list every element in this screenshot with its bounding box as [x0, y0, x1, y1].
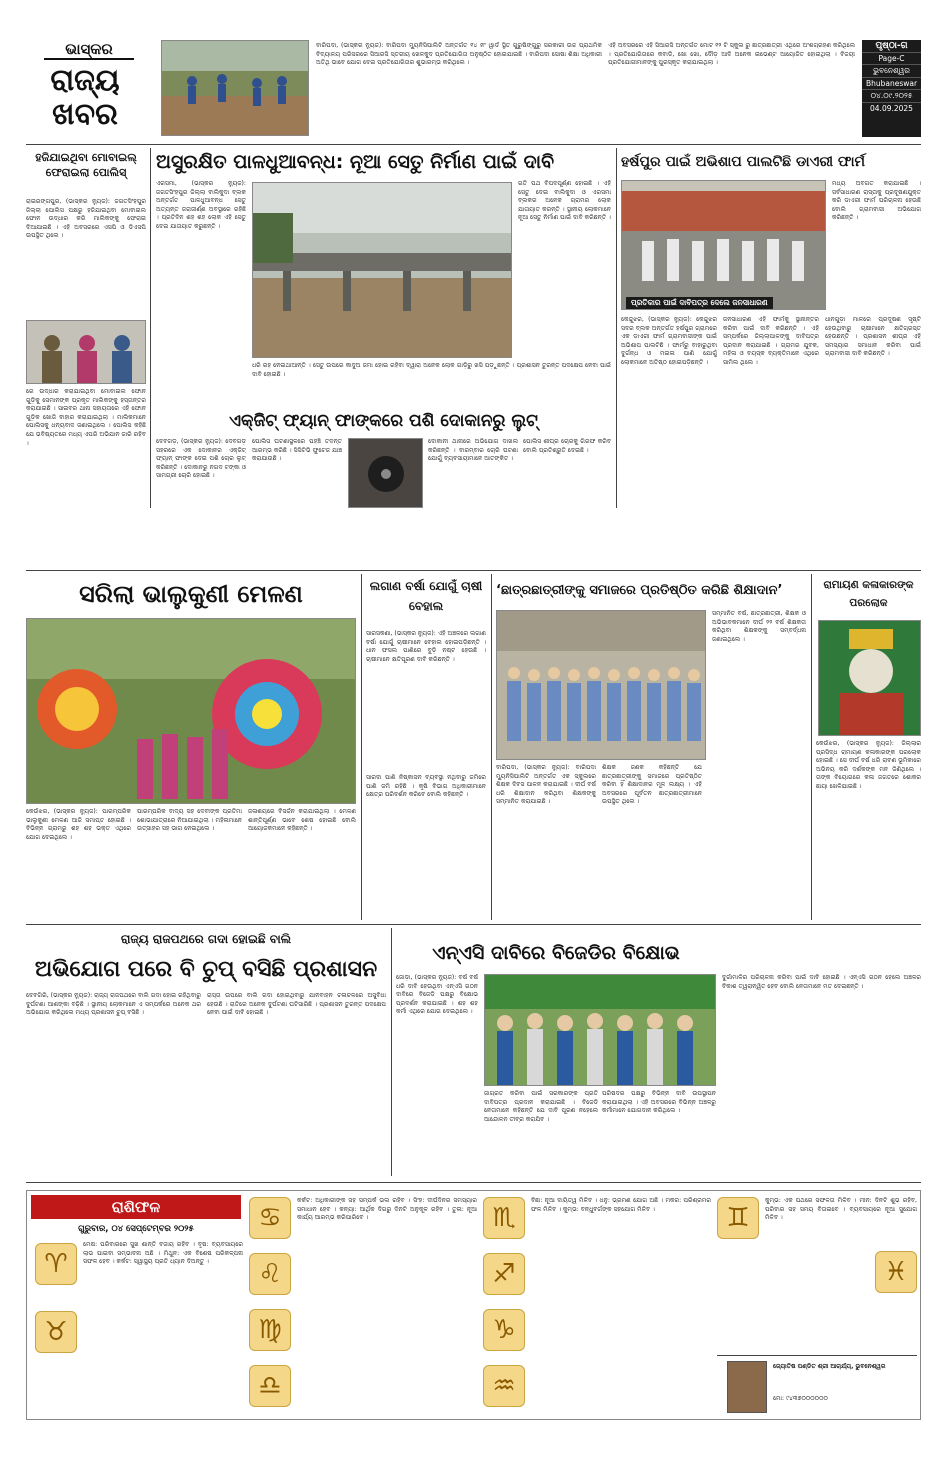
bjd-story-col1: ଜୋଡ଼ା, (ଭାସ୍କର ନ୍ୟୁଜ): ବର୍ଷ ବର୍ଷ ଧରି ଦାବି ହେଉଥିବା ଏନ୍ଏସି ଗଠନ ଦାବିରେ ବିଜେଡି ପକ୍ଷରୁ ବିକ୍ଷୋଭ ପ୍ରଦର୍ଶନ କରାଯାଇଛି । ଶହ ଶହ କର୍ମୀ ଏଥିରେ ଯୋଗ ଦେଇଥିଲେ । [396, 974, 478, 1016]
page-info-box [862, 40, 921, 137]
bridge-story-bottom: ଧରି ରହ ନେଇଥାଆନ୍ତି । ସେତୁ ଉପରେ କାଦୁଅ ଜମା ହୋଇ ରହିବା ଦ୍ୱାରା ଅନେକ ଲୋକ ଗାଡ଼ିରୁ ଖସି ପଡ଼ୁଛନ୍ତି । ପ୍ରଶାସନ ତୁରନ୍ତ ପଦକ୍ଷେପ ନେବା ପାଇଁ ଦାବି ହୋଇଛି । [252, 362, 611, 378]
admin-story-col1: ଦେବଗିରି, (ଭାସ୍କର ନ୍ୟୁଜ): ରାଜ୍ୟ ରାଜପଥରେ ବାଲି ଗଦା ହୋଇ ରହିଥିବାରୁ ଦୁର୍ଘଟଣା ଆଶଙ୍କା ବଢ଼ିଛି । ସ୍ଥାନୀୟ ଲୋକମାନେ ଏ ସମ୍ପର୍କରେ ଅନେକ ଥର ଅଭିଯୋଗ କରିଥିଲେ ମଧ୍ୟ ପ୍ରଶାସନ ଚୁପ୍ ବସିଛି । [26, 992, 201, 1017]
rashifal-date: ଗୁରୁବାର, ୦୪ ସେପ୍ଟେମ୍ବର ୨୦୨୫ [78, 1224, 194, 1234]
dhanu-archer-icon: ♐ [483, 1253, 525, 1295]
astrologer-name: ଜ୍ୟୋତିଷ ପଣ୍ଡିତ ଶ୍ରୀ ଆଚାର୍ଯ୍ୟ, ଭୁବନେଶ୍ୱର [773, 1363, 886, 1370]
dairy-story-col3: ଧାନଗୁଡ଼ା ମାଳରେ ପ୍ରଦୂଷଣ ସୃଷ୍ଟି ହେଉଥିବାରୁ ଚାଷୀମାନେ କ୍ଷତିଗ୍ରସ୍ତ ହେଉଛନ୍ତି । ପ୍ରଶାସନ ଶୀଘ୍ର ଏହି ସମସ୍ୟାର ସମାଧାନ କରିବା ପାଇଁ ଗ୍ରାମବାସୀ ଦାବି କରିଛନ୍ତି । [825, 316, 921, 358]
rashifal-box [26, 1190, 921, 1420]
brand-bottom: ରାଜ୍ୟ ଖବର [50, 64, 120, 132]
divider [811, 574, 812, 920]
ramayan-headline: ରାମାୟଣ କଳାକାରଙ୍କ ପରଲୋକ [823, 579, 914, 609]
admin-story-col2: ରାସ୍ତା ଉପରେ ବାଲି ଗଦା ହୋଇଥିବାରୁ ଯାନବାହନ ଚଳାଚଳରେ ଅସୁବିଧା ହେଉଛି । ରାତିରେ ଅନେକ ଦୁର୍ଘଟଣା ଘଟିସାରିଛି । ପ୍ରଶାସନ ତୁରନ୍ତ ପଦକ୍ଷେପ ନେବା ପାଇଁ ଦାବି ହୋଇଛି । [207, 992, 386, 1017]
simha-lion-icon: ♌ [249, 1253, 291, 1295]
artist-photo-image [819, 621, 921, 736]
rain-story-text: ସାରସକଣା, (ଭାସ୍କର ନ୍ୟୁଜ): ଏହି ଅଞ୍ଚଳରେ ଲଗାଣ ବର୍ଷା ଯୋଗୁଁ ଚାଷୀମାନେ ବେହାଲ ହୋଇପଡ଼ିଛନ୍ତି । ଧାନ ଫସଲ ପାଣିରେ ବୁଡ଼ି ନଷ୍ଟ ହେଉଛି । ଚାଷୀମାନେ କ୍ଷତିପୂରଣ ଦାବି କରିଛନ୍ତି । [366, 630, 486, 663]
divider [26, 924, 921, 925]
date-odia: ୦୪.୦୯.୨୦୨୫ [862, 90, 921, 103]
tula-scales-icon: ♎ [249, 1365, 291, 1407]
bridge-story-right: ଗତି ପଥ ବିପଦପୂର୍ଣ୍ଣ ହୋଇଛି । ଏହି ସେତୁ ଦେଇ ବାଲିକୁଦା ଓ ଏରସମା ବ୍ଲକର ଅନେକ ଗ୍ରାମର ଲୋକ ଯାତାୟାତ କରନ୍ତି । ସ୍ଥାନୀୟ ଲୋକମାନେ ନୂଆ ସେତୁ ନିର୍ମାଣ ପାଇଁ ଦାବି କରିଛନ୍ତି । [518, 180, 611, 222]
divider [26, 570, 921, 571]
divider [616, 148, 617, 508]
loot-story-col2: ପୋଲିସ ଘଟଣାସ୍ଥଳରେ ପହଞ୍ଚି ତଦନ୍ତ ଆରମ୍ଭ କରିଛି । ସିସିଟିଭି ଫୁଟେଜ ଯାଞ୍ଚ କରାଯାଉଛି । [252, 438, 342, 463]
mobile-headline: ହଜିଯାଇଥିବା ମୋବାଇଲ୍ ଫେରାଇଲା ପୋଲିସ୍ [35, 151, 137, 179]
bridge-story-left: ଏରସମା, (ଭାସ୍କର ନ୍ୟୁଜ): ଜଗତସିଂହପୁର ଜିଲ୍ଲା ବାଲିକୁଦା ବ୍ଲକ ଅନ୍ତର୍ଗତ ପାଳଧୁଆବନ୍ଧ ସେତୁ ଅତ୍ୟନ୍ତ ଜରାଜୀର୍ଣ୍ଣ ଅବସ୍ଥାରେ ରହିଛି । ପ୍ରତିଦିନ ଶହ ଶହ ଲୋକ ଏହି ସେତୁ ଦେଇ ଯାତାୟାତ କରୁଛନ୍ତି । [156, 180, 246, 230]
teacher-headline: ‘ଛାତ୍ରଛାତ୍ରୀଙ୍କୁ ସମାଜରେ ପ୍ରତିଷ୍ଠିତ କରିଛି ଶିକ୍ଷାଦାନ’ [496, 583, 783, 598]
teacher-story-col1: ବାରିପଦା, (ଭାସ୍କର ନ୍ୟୁଜ): ବାରିପଦା ମ୍ୟୁନିସିପାଲିଟି ଅନ୍ତର୍ଗତ ଏକ ସ୍କୁଲରେ ଶିକ୍ଷକ ଦିବସ ପାଳନ କରାଯାଇଛି । ଦୀର୍ଘ ବର୍ଷ ଧରି ଶିକ୍ଷାଦାନ କରିଥିବା ଶିକ୍ଷକଙ୍କୁ ସମ୍ମାନିତ କରାଯାଇଛି । [496, 764, 596, 806]
kanya-maiden-icon: ♍ [249, 1309, 291, 1351]
bridge-photo [252, 182, 512, 358]
divider [361, 574, 362, 920]
bhalukuni-col2: ପାରମ୍ପରିକ ବାଦ୍ୟ ସହ ଦେବୀଙ୍କ ପ୍ରତିମା ଶୋଭାଯାତ୍ରାରେ ନିଆଯାଇଥିଲା । ମହିଳାମାନେ ଉତ୍ସାହର ସହ ଭାଗ ନେଇଥିଲେ । [137, 808, 242, 833]
rashifal-col4: କୁମ୍ଭ: ଏକ ପଥରେ ସଫଳତା ମିଳିବ । ମୀନ: ଦିନଟି ଶୁଭ ରହିବ, ପରିବାର ସହ ସମୟ ବିତାଇବେ । ବ୍ୟବସାୟରେ ନୂଆ ସୁଯୋଗ ମିଳିବ । [765, 1197, 917, 1222]
ramayan-story-text: କେଉଁଝର, (ଭାସ୍କର ନ୍ୟୁଜ): ଜିଲ୍ଲାର ପ୍ରସିଦ୍ଧ ରାମାୟଣ କଳାକାରଙ୍କ ପରଲୋକ ହୋଇଛି । ସେ ଦୀର୍ଘ ବର୍ଷ ଧରି ରାବଣ ଭୂମିକାରେ ଅଭିନୟ କରି ଦର୍ଶକଙ୍କ ମନ ଜିଣିଥିଲେ । ତାଙ୍କ ବିୟୋଗରେ କଳା ଜଗତରେ ଶୋକର ଛାୟା ଖେଳିଯାଇଛି । [816, 740, 921, 790]
divider [150, 148, 151, 508]
divider [26, 1182, 921, 1183]
bhalukuni-col3: ଜଳାଶୟରେ ବିସର୍ଜନ କରାଯାଇଥିଲା । ମେଳଣ ଶାନ୍ତିପୂର୍ଣ୍ଣ ଭାବେ ଶେଷ ହୋଇଛି ବୋଲି ଆୟୋଜକମାନେ କହିଛନ୍ତି । [248, 808, 356, 833]
school-photo-image [497, 611, 706, 760]
admin-kicker: ରାଜ୍ୟ ରାଜପଥରେ ଗଦା ହୋଇଛି ବାଲି [120, 932, 292, 946]
mela-photo [26, 618, 356, 804]
fan-photo [348, 438, 423, 508]
top-story-col2: ଏହି ଅବସରରେ ଏହି ସିଆରସି ଅନ୍ତର୍ଗତ ମୋଟ ୧୨ ଟି ସ୍କୁଲ ରୁ ଛାତ୍ରଛାତ୍ରୀ ଏଥିରେ ଅଂଶଗ୍ରହଣ କରିଥିଲେ । ପ୍ରତିଯୋଗିତାରେ କବାଡି, ଖୋ ଖୋ, ଦୌଡ଼ ଆଦି ଅନେକ ଇଭେଣ୍ଟ ଆୟୋଜିତ ହୋଇଥିଲା । ବିଜୟୀ ପ୍ରତିଯୋଗୀମାନଙ୍କୁ ପୁରସ୍କୃତ କରାଯାଇଥିଲା । [608, 42, 855, 67]
city-en: Bhubaneswar [862, 78, 921, 90]
loot-story-col1: ଦେବଗଡ଼, (ଭାସ୍କର ନ୍ୟୁଜ): ଦେବଗଡ଼ ସହରରେ ଏକ ଦୋକାନର ଏକ୍ଜିଟ୍ ଫ୍ୟାନ୍ ଫାଙ୍କ ଦେଇ ପଶି ଚୋର ଲୁଟ୍ କରିଛନ୍ତି । ଦୋକାନରୁ ନଗଦ ଟଙ୍କା ଓ ସାମଗ୍ରୀ ଚୋରି ହୋଇଛି । [156, 438, 246, 480]
divider [26, 144, 921, 145]
loot-headline: ଏକ୍ଜିଟ୍ ଫ୍ୟାନ୍ ଫାଙ୍କରେ ପଶି ଦୋକାନରୁ ଲୁଟ୍ [229, 411, 538, 431]
mina-fish-icon: ♓ [875, 1251, 917, 1293]
dairy-story-side: ମଧ୍ୟ ଅବଗତ କରାଯାଇଛି । ସର୍ବସାଧାରଣ ରାସ୍ତାକୁ ପ୍ରଦୂଷଣଯୁକ୍ତ କରି ଡାଏରୀ ଫାର୍ମ ପରିଚାଳନା ହେଉଛି ବୋଲି ଗ୍ରାମବାସୀ ଅଭିଯୋଗ କରିଛନ୍ତି । [832, 180, 921, 222]
protest-photo-image [485, 975, 716, 1086]
police-photo [26, 320, 146, 384]
rashifal-col3: ବିଛା: ନୂଆ ଦାୟିତ୍ୱ ମିଳିବ । ଧନୁ: ଭ୍ରମଣ ଯୋଗ ଅଛି । ମକର: ପରିଶ୍ରମର ଫଳ ମିଳିବ । କୁମ୍ଭ: ବନ୍ଧୁବର୍ଗଙ୍କ ସହଯୋଗ ମିଳିବ । [531, 1197, 711, 1213]
dairy-headline: ହର୍ଷପୁର ପାଇଁ ଅଭିଶାପ ପାଲଟିଛି ଡାଏରୀ ଫାର୍ମ [621, 154, 866, 170]
city-odia: ଭୁବନେଶ୍ୱର [862, 65, 921, 78]
mobile-story-text: ରାଇରଙ୍ଗପୁର, (ଭାସ୍କର ନ୍ୟୁଜ): ଜଗତସିଂହପୁର ଜିଲ୍ଲା ପୋଲିସ ପକ୍ଷରୁ ହଜିଯାଇଥିବା ମୋବାଇଲ ଫୋନ ଉଦ୍ଧାର କରି ମାଲିକଙ୍କୁ ଫେରାଇ ଦିଆଯାଇଛି । ଏହି ଅବସରରେ ଏସପି ଓ ଡିଏସପି ଉପସ୍ଥିତ ଥିଲେ । [26, 198, 146, 240]
protest-photo [484, 974, 716, 1086]
fan-photo-image [349, 439, 423, 508]
mesha-ram-icon: ♈ [35, 1243, 77, 1285]
astrologer-avatar [727, 1361, 767, 1413]
loot-story-col3: ଦୋକାନୀ ଥାନାରେ ଅଭିଯୋଗ ଦାଖଲ କରିଛନ୍ତି । ବାରମ୍ବାର ଚୋରି ଘଟଣା ଯୋଗୁଁ ବ୍ୟବସାୟୀମାନେ ଆତଙ୍କିତ । [428, 438, 518, 463]
makara-goat-icon: ♑ [483, 1309, 525, 1351]
rashifal-title: ରାଶିଫଳ [31, 1195, 241, 1219]
artist-photo [818, 620, 921, 736]
dairy-photo [621, 180, 826, 310]
vrischika-scorpion-icon: ♏ [483, 1197, 525, 1239]
brand-top: ଭାସ୍କର [44, 40, 134, 60]
rashifal-col2: କର୍କଟ: ଅଧିକାରୀଙ୍କ ସହ ସମ୍ପର୍କ ଭଲ ରହିବ । ସିଂହ: ଦୀର୍ଘଦିନର ସମସ୍ୟାର ସମାଧାନ ହେବ । କନ୍ୟା: ଆର୍ଥିକ ଦିଗରୁ ଦିନଟି ଅନୁକୂଳ ରହିବ । ତୁଳା: ନୂଆ କାର୍ଯ୍ୟ ଆରମ୍ଭ କରିପାରିବେ । [297, 1197, 477, 1222]
divider [491, 574, 492, 920]
kumbha-pot-icon: ♒ [483, 1365, 525, 1407]
bhalukuni-headline: ସରିଲା ଭାଲୁକୁଣୀ ମେଳଣ [79, 580, 303, 608]
bridge-headline: ଅସୁରକ୍ଷିତ ପାଳଧୁଆବନ୍ଧ: ନୂଆ ସେତୁ ନିର୍ମାଣ ପାଇଁ ଦାବି [156, 151, 555, 173]
vrisha-bull-icon: ♉ [35, 1311, 77, 1353]
dairy-photo-image [622, 181, 826, 310]
divider [391, 928, 392, 1176]
page-number-odia: ପୃଷ୍ଠା-ଗ [862, 40, 921, 53]
bridge-photo-image [253, 183, 512, 358]
school-photo [496, 610, 706, 760]
bjd-story-col3: ପରିଷଦର ପକ୍ଷରୁ ବିଭିନ୍ନ ଦାବି ଉପସ୍ଥାପନ କରାଯାଇଥିଲା । ଏହି ଅବସରରେ ବିଭିନ୍ନ ଅଞ୍ଚଳରୁ କର୍ମୀମାନେ ଯୋଗଦାନ କରିଥିଲେ । [602, 1090, 716, 1115]
loot-story-col4: ପୋଲିସ ଶୀଘ୍ର ଚୋରକୁ ଗିରଫ କରିବ ବୋଲି ପ୍ରତିଶ୍ରୁତି ଦେଇଛି । [523, 438, 611, 454]
dairy-story-col1: କେନ୍ଦୁଝର, (ଭାସ୍କର ନ୍ୟୁଜ): କେନ୍ଦୁଝର ସଦର ବ୍ଲକ ଅନ୍ତର୍ଗତ ହର୍ଷପୁର ଗ୍ରାମରେ ଏକ ଡାଏରୀ ଫାର୍ମ ଗ୍ରାମବାସୀଙ୍କ ପାଇଁ ଅଭିଶାପ ପାଲଟିଛି । ଫାର୍ମରୁ ବାହାରୁଥିବା ଦୁର୍ଗନ୍ଧ ଓ ମଇଳା ପାଣି ଯୋଗୁଁ ଲୋକମାନେ ଅତିଷ୍ଠ ହୋଇପଡ଼ିଛନ୍ତି । [621, 316, 717, 366]
rashifal-col1: ମେଷ: ପରିବାରରେ ସୁଖ ଶାନ୍ତି ବଜାୟ ରହିବ । ବୃଷ: ବ୍ୟବସାୟରେ ଲାଭ ପାଇବା ସମ୍ଭାବନା ଅଛି । ମିଥୁନ: ଏକ ବିଶେଷ ପରିକଳ୍ପନା ସଫଳ ହେବ । କର୍କଟ: ସ୍ୱାସ୍ଥ୍ୟ ପ୍ରତି ଧ୍ୟାନ ଦିଅନ୍ତୁ । [83, 1241, 243, 1266]
top-story-col1: ବାରିପଦା, (ଭାସ୍କର ନ୍ୟୁଜ): ବାରିପଦା ମ୍ୟୁନିସିପାଲିଟି ଅନ୍ତର୍ଗତ ୧୪ ନଂ ୱାର୍ଡ ସ୍ଥିତ ଗୁରୁଷିଙ୍ଗୁରୁ ସରକାରୀ ଉଚ୍ଚ ପ୍ରାଥମିକ ବିଦ୍ୟାଳୟ ପରିସରରେ ସିଆରସି ସ୍ତରୀୟ ଖେଳକୁଦ ପ୍ରତିଯୋଗିତା ଅନୁଷ୍ଠିତ ହୋଇଯାଇଛି । ବାରିପଦା ସୋଷା ଶିକ୍ଷା ଅଧିକାରୀ ଅତିଥି ଭାବେ ଯୋଗ ଦେଇ ପ୍ରତିଯୋଗିତାର ଶୁଭାରମ୍ଭ କରିଥିଲେ । [316, 42, 602, 67]
divider [717, 1355, 917, 1356]
teacher-story-col2: ଶିକ୍ଷକ ଜଣକ କହିଛନ୍ତି ଯେ ଛାତ୍ରଛାତ୍ରୀଙ୍କୁ ସମାଜରେ ପ୍ରତିଷ୍ଠିତ କରିବା ହିଁ ଶିକ୍ଷାଦାନର ମୂଳ ଲକ୍ଷ୍ୟ । ଏହି ଅବସରରେ ପୂର୍ବତନ ଛାତ୍ରଛାତ୍ରୀମାନେ ଉପସ୍ଥିତ ଥିଲେ । [602, 764, 702, 806]
mithuna-twins-icon: ♊ [717, 1197, 759, 1239]
date-en: 04.09.2025 [870, 104, 913, 113]
karkata-crab-icon: ♋ [249, 1197, 291, 1239]
police-photo-image [27, 321, 146, 384]
bhalukuni-col1: କେଉଁଝର, (ଭାସ୍କର ନ୍ୟୁଜ): ପାରମ୍ପରିକ ଭାଲୁକୁଣୀ ମେଳଣ ଆଜି ସମାପ୍ତ ହୋଇଛି । ବିଭିନ୍ନ ଗ୍ରାମରୁ ଶହ ଶହ ଭକ୍ତ ଏଥିରେ ଯୋଗ ଦେଇଥିଲେ । [26, 808, 131, 841]
teacher-story-right: ସମ୍ମାନିତ ବର୍ଷ, ଛାତ୍ରଛାତ୍ରୀ, ଶିକ୍ଷକ ଓ ଅଭିଭାବକମାନେ ଦୀର୍ଘ ୨୨ ବର୍ଷ ଶିକ୍ଷକତା କରିଥିବା ଶିକ୍ଷକଙ୍କୁ ସମ୍ବର୍ଦ୍ଧନା ଜଣାଇଥିଲେ । [712, 610, 806, 643]
bjd-headline: ଏନ୍ଏସି ଦାବିରେ ବିଜେଡିର ବିକ୍ଷୋଭ [432, 942, 680, 964]
kabaddi-photo-image [162, 41, 309, 136]
dairy-story-col2: ଜନସାଧାରଣ ଏହି ଫାର୍ମକୁ ସ୍ଥାନାନ୍ତର କରିବା ପାଇଁ ଦାବି କରିଛନ୍ତି । ଏହି ସମ୍ପର୍କରେ ଜିଲ୍ଲାପାଳଙ୍କୁ ଦାବିପତ୍ର ପ୍ରଦାନ କରାଯାଇଛି । ଗ୍ରାମର ଯୁବକ, ମହିଳା ଓ ବୟସ୍କ ବ୍ୟକ୍ତିମାନେ ଏଥିରେ ସାମିଲ ଥିଲେ । [723, 316, 819, 366]
dairy-caption: ପ୍ରତିକାର ପାଇଁ ଦାବିପତ୍ର ଦେଲେ ଜନସାଧାରଣ [626, 297, 773, 309]
rain-story-text2: ସାରଦା ପାଣି ନିଷ୍କାସନ ବ୍ୟବସ୍ଥା ନଥିବାରୁ ଜମିରେ ପାଣି ଜମି ରହିଛି । କୃଷି ବିଭାଗ ଅଧିକାରୀମାନେ କ୍ଷେତ୍ର ପରିଦର୍ଶନ କରିବେ ବୋଲି କହିଛନ୍ତି । [366, 774, 486, 799]
mela-photo-image [27, 619, 356, 804]
page-number-en: Page-C [862, 53, 921, 65]
admin-headline: ଅଭିଯୋଗ ପରେ ବି ଚୁପ୍ ବସିଛି ପ୍ରଶାସନ [34, 957, 378, 982]
masthead-logo [26, 40, 144, 134]
astrologer-contact: ମୋ: ୯୪୩୭୦୦୦୦୦୦ [773, 1395, 828, 1402]
mobile-story-text2: ରେ ଉଦ୍ଧାର କରାଯାଇଥିବା ମୋବାଇଲ ଫୋନ ଗୁଡ଼ିକୁ ସେମାନଙ୍କ ପ୍ରକୃତ ମାଲିକଙ୍କୁ ହସ୍ତାନ୍ତର କରାଯାଇଛି । ସାଇବର ଥାନା ସହାୟତାରେ ଏହି ଫୋନ ଗୁଡ଼ିକ ଖୋଜି ବାହାର କରାଯାଇଥିଲା । ମାଲିକମାନେ ପୋଲିସକୁ ଧନ୍ୟବାଦ ଜଣାଇଥିଲେ । ପୋଲିସ କହିଛି ଯେ ଭବିଷ୍ୟତରେ ମଧ୍ୟ ଏପରି ଅଭିଯାନ ଜାରି ରହିବ । [26, 388, 146, 447]
rain-headline: ଲଗାଣ ବର୍ଷା ଯୋଗୁଁ ଚାଷୀ ବେହାଲ [369, 579, 483, 613]
newspaper-page [26, 40, 921, 1420]
kabaddi-photo [161, 40, 309, 136]
bjd-story-col4: ଦୁର୍ଗାମାଳିର ପରିଚାଳନା କରିବା ପାଇଁ ଦାବି ହୋଇଛି । ଏନ୍ଏସି ଗଠନ ହେଲେ ଅଞ୍ଚଳର ବିକାଶ ତ୍ୱରାନ୍ୱିତ ହେବ ବୋଲି ନେତାମାନେ ମତ ଦେଇଛନ୍ତି । [722, 974, 921, 990]
bjd-story-col2: ଜାଗ୍ରତ କରିବା ପାଇଁ ସରକାରଙ୍କ ପ୍ରତି ଦାବିପତ୍ର ପ୍ରଦାନ କରାଯାଇଛି । ବିଜେଡି ନେତାମାନେ କହିଛନ୍ତି ଯେ ଦାବି ପୂରଣ ନହେଲେ ଆନ୍ଦୋଳନ ତୀବ୍ର କରାଯିବ । [484, 1090, 598, 1123]
